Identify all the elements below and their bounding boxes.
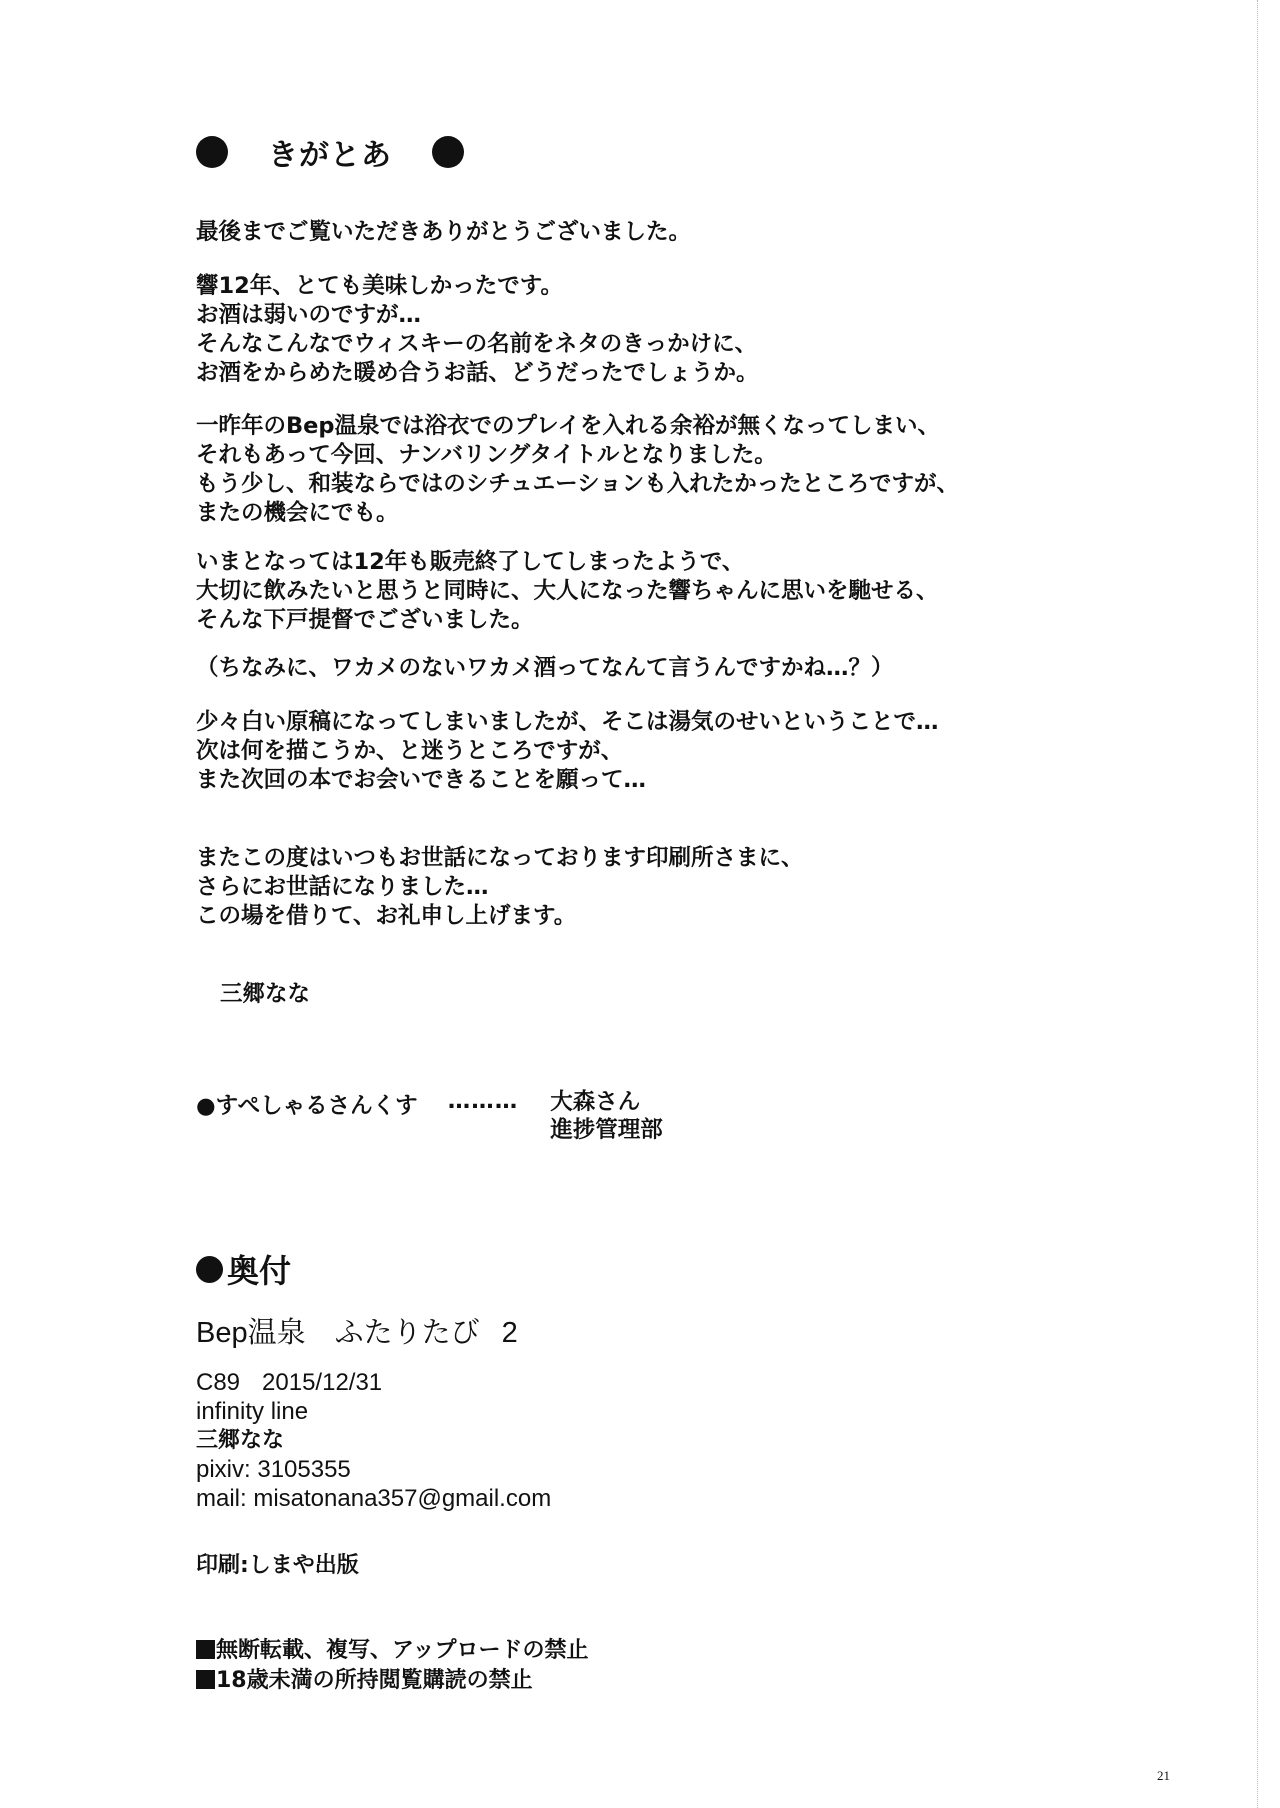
afterword-paragraph (196, 412, 959, 528)
text-line: そんな下戸提督でございました。 (196, 607, 534, 633)
afterword-paragraph (196, 844, 804, 931)
notice-line (196, 1636, 588, 1666)
mail-address: mail: misatonana357@gmail.com (196, 1485, 552, 1512)
text-line: またの機会にでも。 (196, 500, 399, 526)
book-title (196, 1310, 518, 1351)
leader-dots: ……… (447, 1088, 519, 1114)
text-line: いまとなっては12年も販売終了してしまったようで、 (196, 549, 745, 575)
afterword-heading (196, 130, 464, 174)
text-line: 最後までご覧いただきありがとうございました。 (196, 219, 692, 245)
square-bullet-icon (196, 1640, 215, 1659)
special-thanks-names (550, 1088, 663, 1144)
event-line (196, 1368, 551, 1397)
afterword-paragraph (196, 654, 894, 683)
text-line: また次回の本でお会いできることを願って… (196, 767, 647, 793)
text-line: そんなこんなでウィスキーの名前をネタのきっかけに、 (196, 331, 758, 357)
afterword-paragraph (196, 548, 939, 635)
text-line: もう少し、和装ならではのシチュエーションも入れたかったところですが、 (196, 471, 959, 497)
bullet (196, 1256, 223, 1283)
text-line: お酒をからめた暖め合うお話、どうだったでしょうか。 (196, 360, 759, 386)
bullet-left (196, 136, 228, 168)
notice-text: 無断転載、複写、アップロードの禁止 (216, 1638, 589, 1663)
afterword-title: きがとあ (268, 138, 392, 173)
thanks-name: 進捗管理部 (550, 1117, 663, 1143)
publication-info (196, 1368, 551, 1513)
special-thanks-label: ●すぺしゃるさんくす (196, 1093, 418, 1119)
pixiv-id: pixiv: 3105355 (196, 1456, 351, 1483)
text-line: 少々白い原稿になってしまいましたが、そこは湯気のせいということで… (196, 709, 939, 735)
text-line: またこの度はいつもお世話になっております印刷所さまに、 (196, 845, 804, 871)
author-name: 三郷なな (196, 1428, 285, 1453)
colophon-heading (196, 1246, 291, 1292)
text-line: 次は何を描こうか、と迷うところですが、 (196, 738, 624, 764)
afterword-paragraph (196, 272, 759, 388)
afterword-paragraph (196, 218, 691, 247)
page-edge (1257, 0, 1272, 1808)
event-name: C89 (196, 1369, 241, 1396)
text-line: 大切に飲みたいと思うと同時に、大人になった響ちゃんに思いを馳せる、 (196, 578, 939, 604)
text-line: それもあって今回、ナンバリングタイトルとなりました。 (196, 442, 777, 468)
colophon-title: 奥付 (227, 1252, 292, 1290)
notices (196, 1636, 588, 1696)
square-bullet-icon (196, 1670, 215, 1689)
afterword-paragraph (196, 708, 939, 795)
text-line: お酒は弱いのですが… (196, 302, 422, 328)
notice-text: 18歳未満の所持閲覧購読の禁止 (216, 1668, 533, 1693)
text-line: （ちなみに、ワカメのないワカメ酒ってなんて言うんですかね…？） (196, 655, 894, 681)
printer-info: 印刷:しまや出版 (196, 1553, 359, 1578)
text-line: この場を借りて、お礼申し上げます。 (196, 903, 577, 929)
notice-line (196, 1666, 588, 1696)
author-signature: 三郷なな (220, 981, 311, 1007)
page-number: 21 (1157, 1768, 1170, 1783)
text-line: 一昨年のBep温泉では浴衣でのプレイを入れる余裕が無くなってしまい、 (196, 413, 940, 439)
text-line: 響12年、とても美味しかったです。 (196, 273, 564, 299)
circle-name: infinity line (196, 1398, 309, 1425)
book-volume: 2 (501, 1317, 518, 1349)
bullet-right (432, 136, 464, 168)
special-thanks (196, 1088, 663, 1144)
text-line: さらにお世話になりました… (196, 874, 489, 900)
publish-date: 2015/12/31 (262, 1369, 383, 1396)
book-title-text: Bep温泉 ふたりたび (196, 1317, 480, 1349)
thanks-name: 大森さん (550, 1089, 641, 1115)
